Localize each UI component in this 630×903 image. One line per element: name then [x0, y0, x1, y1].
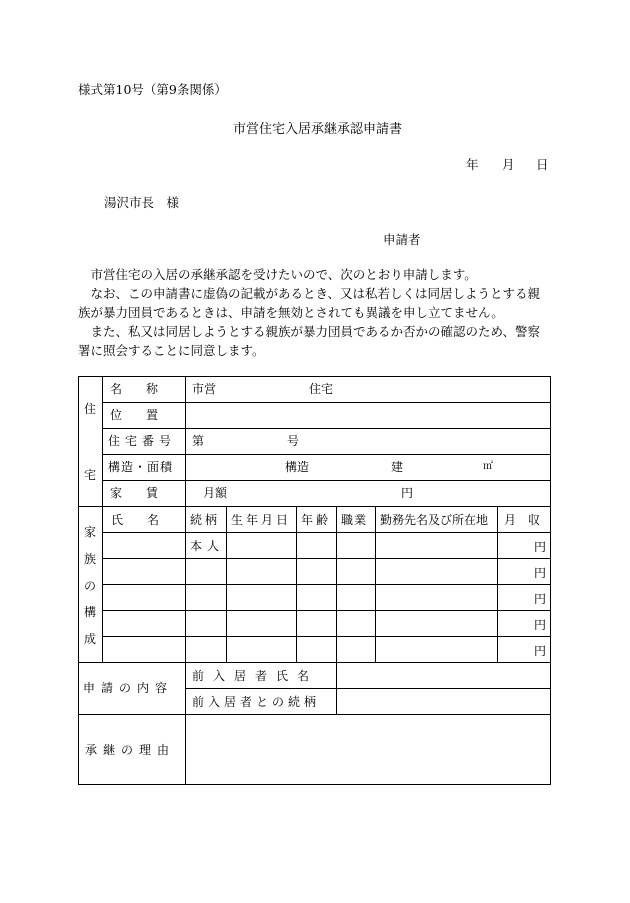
family-self-relation: 本人: [190, 539, 225, 553]
family-section-label: [78, 523, 102, 647]
applicant-label: 申請者: [383, 232, 421, 247]
addressee: 湯沢市長 様: [104, 195, 180, 210]
date-month: 月: [502, 157, 515, 172]
income-unit-2: 円: [534, 566, 547, 580]
family-header-workplace: 勤務先名及び所在地: [380, 513, 489, 527]
family-char-1: 家: [83, 525, 96, 539]
reason-label: 承継の理由: [85, 743, 176, 757]
family-header-age: 年齢: [301, 513, 332, 527]
form-number: 様式第10号（第9条関係）: [78, 82, 227, 97]
statement-2: なお、この申請書に虚偽の記載があるとき、又は私若しくは同居しようとする親族が暴力団員であるときは、申請を無効とされても異議を申し立てません。: [78, 286, 541, 320]
housing-area-unit: ㎡: [483, 461, 493, 472]
housing-building-text: 建: [391, 460, 404, 474]
family-header-birth: 生年月日: [231, 513, 292, 527]
housing-name-label: [110, 382, 180, 396]
income-unit-4: 円: [534, 618, 547, 632]
income-unit-5: 円: [534, 644, 547, 658]
family-char-2: 族: [83, 551, 96, 566]
income-unit-1: 円: [534, 540, 547, 554]
family-header-occupation: 職業: [341, 513, 368, 527]
housing-name-prefix: 市営: [192, 382, 217, 396]
housing-name-suffix: 住宅: [309, 382, 334, 396]
housing-rent-unit: 円: [401, 486, 414, 500]
previous-resident-name-label: 前入居者氏名: [192, 669, 319, 683]
housing-location-label: 位 置: [110, 408, 159, 422]
housing-rent-monthly: 月額: [203, 486, 228, 500]
housing-rent-label: 家 賃: [110, 486, 159, 500]
housing-number-prefix: 第: [192, 434, 205, 448]
application-table: [78, 376, 551, 785]
family-header-name: 氏 名: [111, 513, 160, 527]
statement-paragraphs: [78, 265, 550, 360]
family-char-5: 成: [83, 632, 96, 646]
application-label: 申請の内容: [83, 681, 174, 695]
family-char-3: の: [83, 578, 96, 593]
date-day: 日: [536, 157, 549, 172]
housing-structure-text: 構造: [285, 460, 310, 474]
previous-resident-relation-label: 前入居者との続柄: [192, 695, 321, 709]
housing-section-char-2: 宅: [84, 468, 97, 482]
family-header-income: 月 収: [504, 513, 541, 527]
label-text: 名 称: [110, 382, 159, 396]
statement-3: また、私又は同居しようとする親族が暴力団員であるか否かの確認のため、警察署に照会することに同意します。: [78, 324, 541, 358]
date-year: 年: [466, 157, 479, 172]
housing-structure-label: 構造・面積: [108, 460, 174, 474]
document-title: 市営住宅入居承継承認申請書: [233, 122, 403, 137]
family-char-4: 構: [83, 605, 96, 620]
housing-section-char-1: 住: [84, 402, 97, 416]
housing-number-label: 住宅番号: [108, 434, 177, 448]
statement-1: 市営住宅の入居の承継承認を受けたいので、次のとおり申請します。: [78, 267, 477, 282]
income-unit-3: 円: [534, 592, 547, 606]
housing-number-suffix: 号: [287, 434, 300, 448]
family-header-relation: 続柄: [190, 513, 221, 527]
